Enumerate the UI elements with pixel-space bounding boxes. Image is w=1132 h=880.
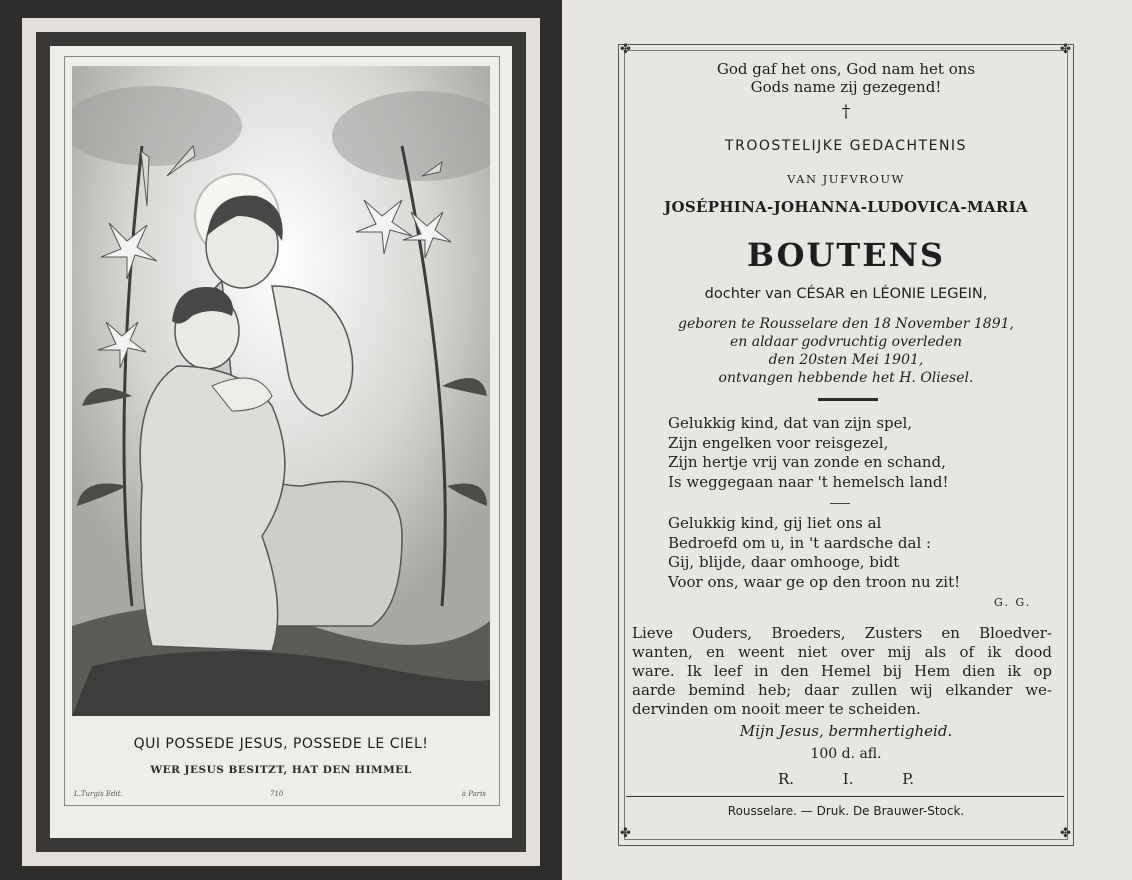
indulgence-line: 100 d. afl. [810,746,882,762]
imprint-publisher: L.Turgis Edit. [74,790,123,798]
poem-line: Bedroefd om u, in 't aardsche dal : [668,533,932,552]
farewell-paragraph [632,624,1052,719]
farewell-line: aarde bemind heb; daar zullen wij elkander we- [632,681,1052,699]
title-van-jufvrouw: VAN JUFVROUW [787,172,905,186]
poem-line: Is weggegaan naar 't hemelsch land! [668,472,949,491]
poem-line: Voor ons, waar ge op den troon nu zit! [668,572,961,591]
farewell-line: ware. Ik leef in den Hemel bij Hem dien ik op [632,662,1052,680]
surname: BOUTENS [747,236,945,274]
rip-line: R. I. P. [777,770,915,788]
poem-line: Zijn hertje vrij van zonde en schand, [668,453,946,471]
divider-dash [830,503,850,504]
farewell-line: dervinden om nooit meer te scheiden. [632,700,921,718]
poem-stanza-2 [668,514,1048,592]
farewell-line: wanten, en weent niet over mij als of ik dood [632,643,1052,661]
poem-author-initials: G. G. [994,596,1032,609]
motto-line-2: Gods name zij gezegend! [750,78,942,96]
poem-stanza-1 [668,414,1048,492]
imprint-number: 710 [270,790,284,798]
motto-line-1: God gaf het ons, God nam het ons [716,60,976,78]
printer-credit: Rousselare. — Druk. De Brauwer-Stock. [727,804,965,818]
caption-french: QUI POSSEDE JESUS, POSSEDE LE CIEL! [133,736,429,752]
poem-line: Gelukkig kind, dat van zijn spel, [668,414,913,432]
publisher-imprint [74,790,486,804]
sacrament-line: ontvangen hebbende het H. Oliesel. [718,370,974,386]
divider-rule [818,398,878,401]
poem-line: Gij, blijde, daar omhooge, bidt [668,553,900,571]
poem-line: Gelukkig kind, gij liet ons al [668,514,882,532]
corner-ornament-icon: ✤ [620,826,631,841]
imprint-city: à Paris [461,790,486,798]
parents-line: dochter van CÉSAR en LÉONIE LEGEIN, [704,286,988,302]
birth-line: geboren te Rousselare den 18 November 1891, [678,316,1014,332]
death-line-1: en aldaar godvruchtig overleden [729,334,963,350]
holy-card-back [566,0,1132,880]
holy-card-front [0,0,562,880]
corner-ornament-icon: ✤ [1060,826,1071,841]
given-names: JOSÉPHINA-JOHANNA-LUDOVICA-MARIA [664,198,1028,216]
corner-ornament-icon: ✤ [620,42,631,57]
prayer-line: Mijn Jesus, bermhertigheid. [739,722,953,740]
caption-german: WER JESUS BESITZT, HAT DEN HIMMEL [150,764,412,776]
corner-ornament-icon: ✤ [1060,42,1071,57]
devotional-illustration [72,66,490,716]
cross-icon: † [841,102,851,122]
death-line-2: den 20sten Mei 1901, [768,352,924,368]
memorial-heading: TROOSTELIJKE GEDACHTENIS [725,138,967,154]
farewell-line: Lieve Ouders, Broeders, Zusters en Bloedver- [632,624,1052,642]
poem-line: Zijn engelken voor reisgezel, [668,433,889,452]
printer-divider [626,796,1064,797]
